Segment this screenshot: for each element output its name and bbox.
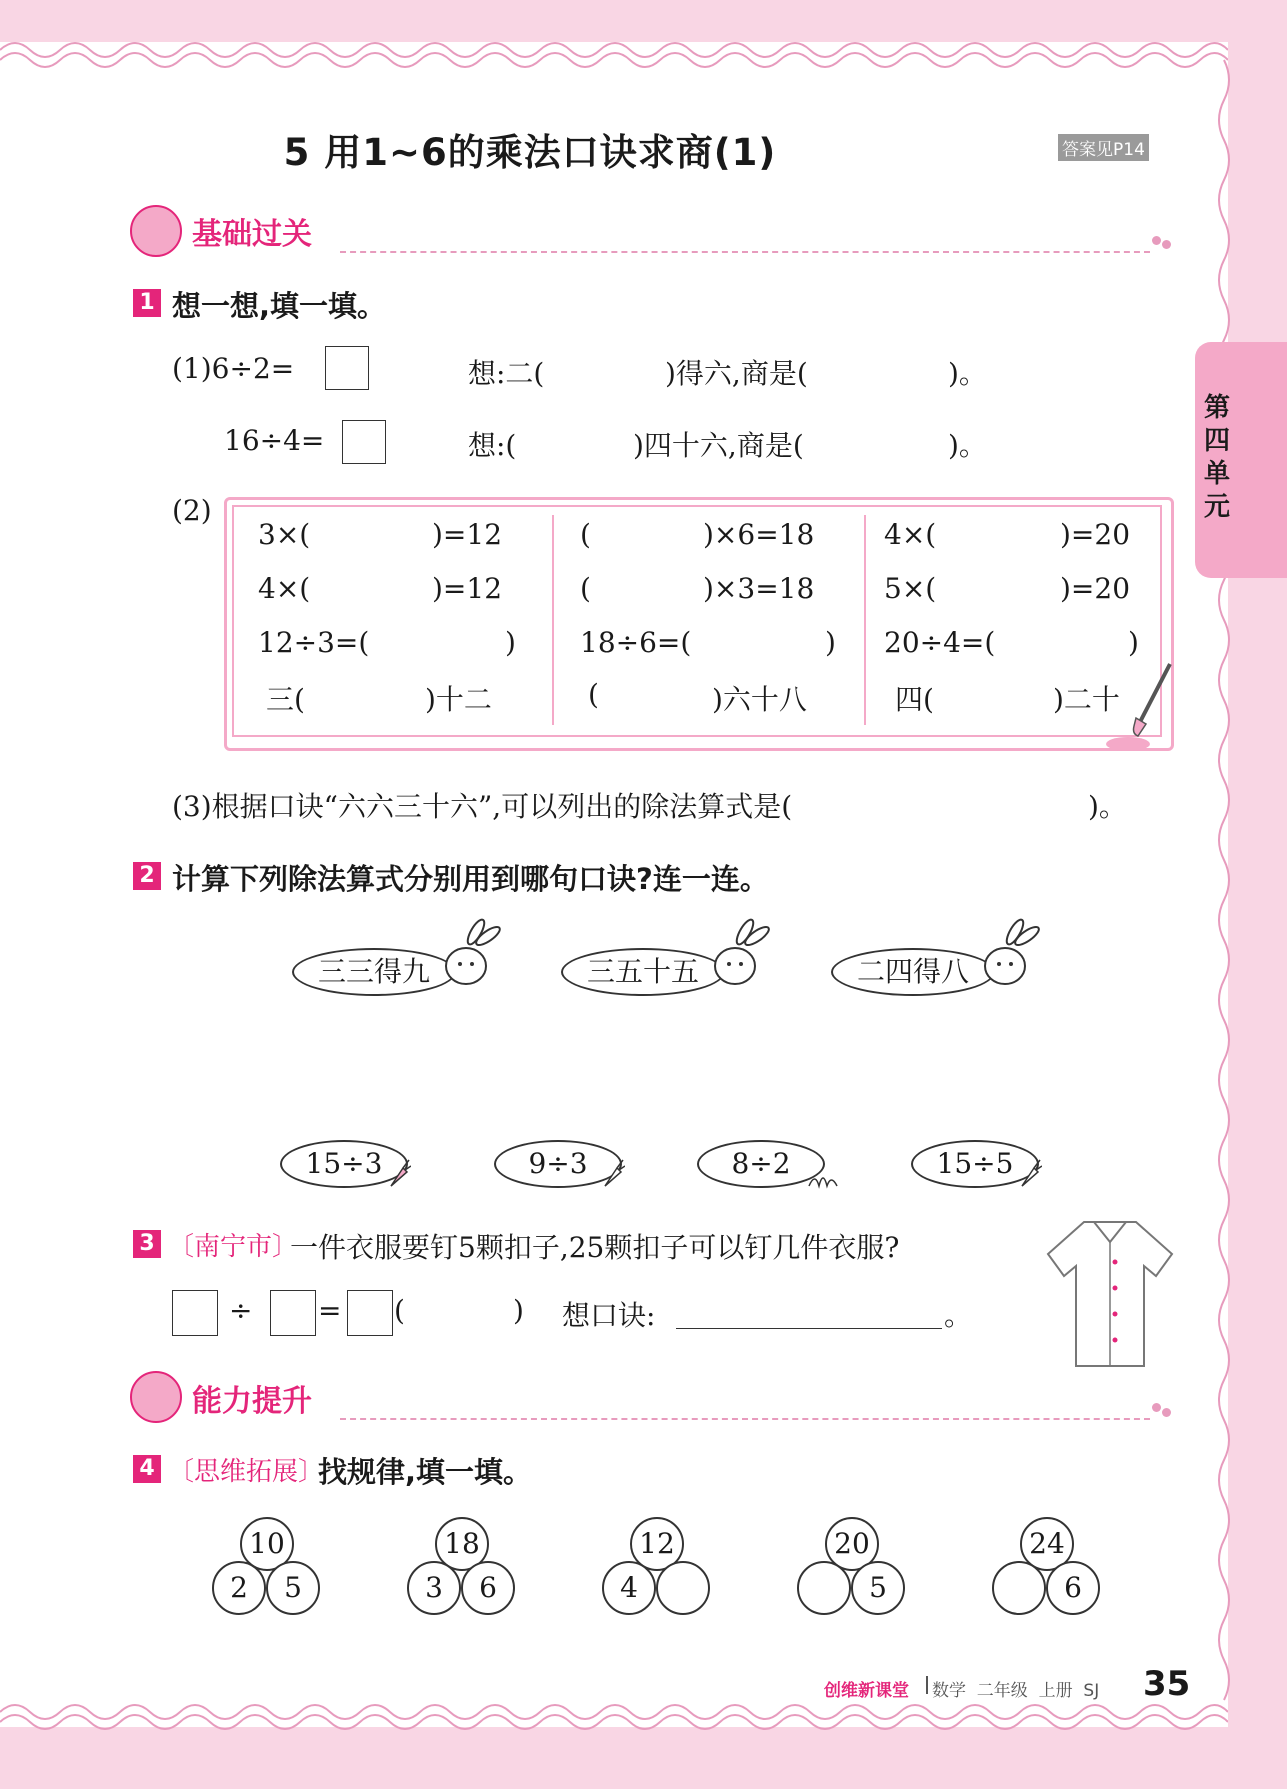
right-wave-border	[1200, 0, 1250, 1789]
part3-text: (3)根据口诀“六六三十六”,可以列出的除法算式是(	[172, 790, 793, 823]
exercise-item: )=20	[1060, 572, 1131, 605]
rhyme-bubble[interactable]: 二四得八	[831, 948, 995, 996]
circle-left: 4	[602, 1561, 656, 1615]
unit-paren: )	[513, 1294, 524, 1327]
answer-box[interactable]	[325, 346, 369, 390]
exercise-item: )二十	[1053, 683, 1120, 716]
circle-right: 6	[1046, 1561, 1100, 1615]
exercise-item: 三(	[266, 683, 305, 716]
bunny-icon	[979, 918, 1045, 992]
divider-dot	[1152, 236, 1161, 245]
unit-paren: (	[394, 1294, 405, 1327]
equation: (1)6÷2=	[172, 352, 295, 385]
answer-box[interactable]	[172, 1290, 218, 1336]
top-wave-border	[0, 32, 1228, 72]
end-mark: 。	[944, 1299, 973, 1332]
bunny-icon	[709, 918, 775, 992]
question-text: 想一想,填一填。	[172, 289, 387, 323]
source-tag: 〔南宁市〕	[168, 1232, 299, 1262]
equation-bubble[interactable]: 15÷5	[911, 1140, 1039, 1188]
section-divider	[340, 1418, 1150, 1420]
footer-brand: 创维新课堂	[824, 1681, 909, 1701]
equation-bubble[interactable]: 15÷3	[280, 1140, 408, 1188]
circle-top: 12	[630, 1517, 684, 1571]
hint-text: )四十六,商是(	[633, 429, 804, 462]
hint-text: )。	[948, 357, 987, 390]
exercise-item: )=20	[1060, 518, 1131, 551]
circle-left-blank[interactable]	[797, 1561, 851, 1615]
section-divider	[340, 251, 1150, 253]
source-tag: 〔思维拓展〕	[168, 1457, 325, 1487]
equation: 16÷4=	[224, 424, 325, 457]
footer-divider	[926, 1676, 928, 1694]
circle-top: 20	[825, 1517, 879, 1571]
part-label: (2)	[172, 494, 212, 527]
question-text: 找规律,填一填。	[318, 1455, 533, 1489]
exercise-item: 12÷3=(	[258, 626, 370, 659]
question-number: 4	[133, 1455, 161, 1483]
question-number: 1	[133, 289, 161, 317]
circle-left-blank[interactable]	[992, 1561, 1046, 1615]
exercise-item: 3×(	[258, 518, 311, 551]
exercise-item: )十二	[425, 683, 492, 716]
footer-book-info: 数学 二年级 上册 SJ	[932, 1681, 1100, 1701]
equation-bubble[interactable]: 8÷2	[697, 1140, 825, 1188]
divider-dot	[1162, 1408, 1171, 1417]
grass-icon	[805, 1158, 839, 1190]
rhyme-bubble[interactable]: 三五十五	[561, 948, 725, 996]
operator: =	[318, 1294, 342, 1327]
page-title: 5 用1~6的乘法口诀求商(1)	[283, 131, 777, 174]
part3-close: )。	[1088, 790, 1127, 823]
exercise-item: 5×(	[884, 572, 937, 605]
circle-right: 5	[851, 1561, 905, 1615]
paintbrush-icon	[1098, 660, 1178, 755]
divider-dot	[1152, 1403, 1161, 1412]
circle-top: 10	[240, 1517, 294, 1571]
think-label: 想口诀:	[562, 1299, 656, 1332]
circle-right-blank[interactable]	[656, 1561, 710, 1615]
hint-text: 想:二(	[468, 357, 545, 390]
answer-box[interactable]	[270, 1290, 316, 1336]
operator: ÷	[229, 1294, 253, 1327]
exercise-item: (	[580, 518, 591, 551]
question-text: 计算下列除法算式分别用到哪句口诀?连一连。	[172, 862, 769, 896]
bunny-icon	[440, 918, 506, 992]
exercise-item: )=12	[432, 518, 503, 551]
section-title-basic: 基础过关	[192, 217, 312, 252]
exercise-item: 四(	[895, 683, 934, 716]
exercise-item: (	[588, 678, 599, 711]
exercise-item: )×3=18	[703, 572, 815, 605]
carrot-icon	[1014, 1158, 1042, 1190]
answer-box[interactable]	[342, 420, 386, 464]
hint-text: 想:(	[468, 429, 517, 462]
divider-dot	[1162, 240, 1171, 249]
exercise-item: )×6=18	[703, 518, 815, 551]
shirt-icon	[1044, 1212, 1176, 1372]
page-number: 35	[1143, 1664, 1191, 1704]
section-title-advanced: 能力提升	[192, 1384, 312, 1419]
exercise-item: 20÷4=(	[884, 626, 996, 659]
unit-side-label: 第四单元	[1203, 393, 1230, 522]
exercise-item: )六十八	[712, 683, 807, 716]
question-number: 3	[133, 1230, 161, 1258]
circle-right: 5	[266, 1561, 320, 1615]
carrot-icon	[383, 1158, 411, 1190]
exercise-item: )=12	[432, 572, 503, 605]
column-divider	[864, 515, 866, 725]
hint-text: )得六,商是(	[665, 357, 808, 390]
exercise-frame-inner	[232, 505, 1162, 737]
circle-left: 2	[212, 1561, 266, 1615]
circle-top: 18	[435, 1517, 489, 1571]
bottom-wave-border	[0, 1700, 1228, 1740]
rhyme-bubble[interactable]: 三三得九	[292, 948, 456, 996]
equation-bubble[interactable]: 9÷3	[494, 1140, 622, 1188]
exercise-item: )	[505, 626, 516, 659]
exercise-item: 4×(	[258, 572, 311, 605]
exercise-item: 4×(	[884, 518, 937, 551]
exercise-item: )	[825, 626, 836, 659]
exercise-item: (	[580, 572, 591, 605]
circle-top: 24	[1020, 1517, 1074, 1571]
question-number: 2	[133, 862, 161, 890]
circle-left: 3	[407, 1561, 461, 1615]
exercise-item: )	[1128, 626, 1139, 659]
answer-box[interactable]	[347, 1290, 393, 1336]
cartoon-girl-icon	[130, 205, 182, 257]
cartoon-monkey-icon	[130, 1371, 182, 1423]
hint-text: )。	[948, 429, 987, 462]
answer-reference: 答案见P14	[1058, 134, 1149, 161]
question-text: 一件衣服要钉5颗扣子,25颗扣子可以钉几件衣服?	[290, 1231, 900, 1264]
carrot-icon	[597, 1158, 625, 1190]
circle-right: 6	[461, 1561, 515, 1615]
column-divider	[552, 515, 554, 725]
exercise-item: 18÷6=(	[580, 626, 692, 659]
answer-line[interactable]	[676, 1298, 942, 1329]
